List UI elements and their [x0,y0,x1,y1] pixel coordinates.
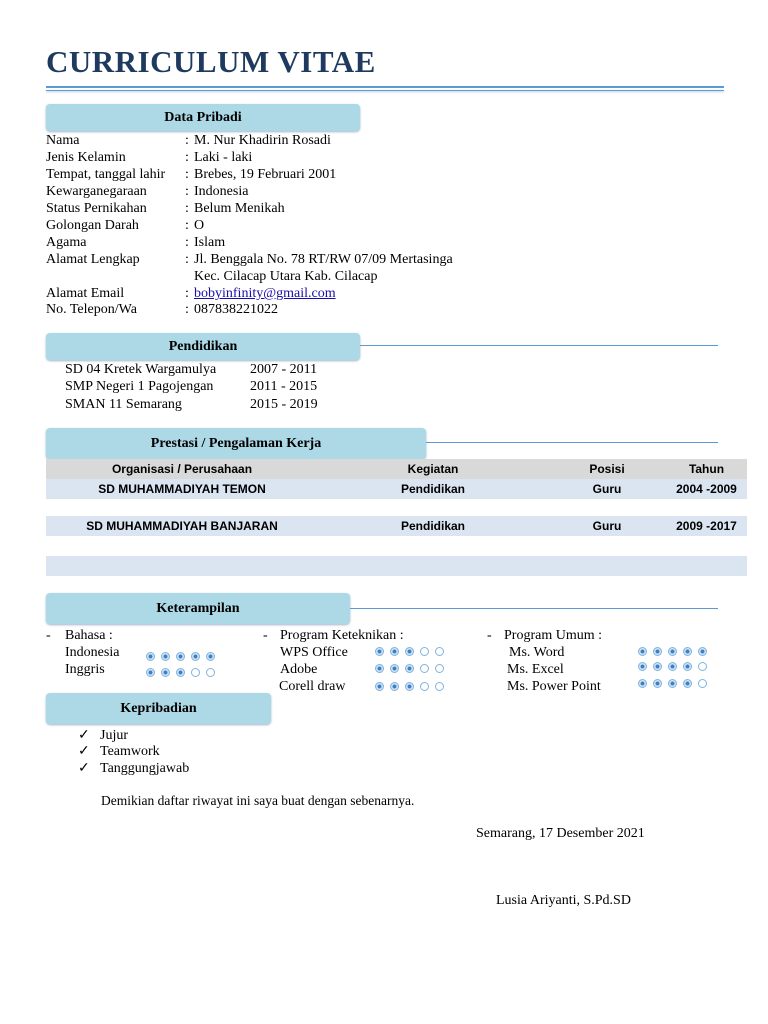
section-header-education: Pendidikan [46,333,360,360]
rating-dot-empty [698,662,707,671]
table-header: Tahun [688,462,725,476]
education-school: SMP Negeri 1 Pagojengan [65,379,214,394]
colon: : [185,133,189,148]
table-header: Organisasi / Perusahaan [111,462,253,476]
section-header-personality: Kepribadian [46,693,271,724]
rating-dot-filled [638,647,647,656]
skill-name: Inggris [65,662,105,677]
skill-rating [638,660,707,672]
check-icon: ✓ [78,728,90,743]
rating-dot-filled [683,679,692,688]
rating-dot-empty [206,668,215,677]
field-label: No. Telepon/Wa [46,302,137,317]
field-value: Belum Menikah [194,201,285,216]
field-label: Alamat Email [46,286,125,301]
section-header-personal: Data Pribadi [46,104,360,131]
check-icon: ✓ [78,761,90,776]
colon: : [185,286,189,301]
skill-name: Corell draw [279,679,346,694]
colon: : [185,150,189,165]
rating-dot-filled [668,662,677,671]
skill-group-title: Program Umum : [504,628,602,643]
skill-name: Ms. Word [509,645,565,660]
skill-bullet: - [487,628,492,643]
rating-dot-filled [176,652,185,661]
rating-dot-filled [375,664,384,673]
skill-rating [638,677,707,689]
education-years: 2007 - 2011 [250,362,318,377]
email-link[interactable]: bobyinfinity@gmail.com [194,286,336,301]
field-label: Agama [46,235,87,250]
field-value: M. Nur Khadirin Rosadi [194,133,331,148]
rating-dot-filled [683,647,692,656]
field-value: Brebes, 19 Februari 2001 [194,167,337,182]
rating-dot-filled [405,647,414,656]
colon: : [185,302,189,317]
check-icon: ✓ [78,744,90,759]
rating-dot-filled [375,682,384,691]
section-header-experience: Prestasi / Pengalaman Kerja [46,428,426,459]
table-row [46,479,747,499]
colon: : [185,252,189,267]
rating-dot-filled [146,652,155,661]
title-rule-shadow [46,90,724,91]
rating-dot-filled [390,664,399,673]
personality-item: Teamwork [100,744,160,759]
closing-statement: Demikian daftar riwayat ini saya buat dengan sebenarnya. [101,793,415,808]
rating-dot-filled [668,647,677,656]
education-years: 2011 - 2015 [250,379,318,394]
colon: : [185,218,189,233]
rating-dot-filled [390,647,399,656]
rating-dot-filled [668,679,677,688]
table-cell: 2009 -2017 [676,519,737,533]
field-label: Status Pernikahan [46,201,147,216]
table-header-row [46,459,747,479]
rating-dot-filled [638,662,647,671]
field-value: Kec. Cilacap Utara Kab. Cilacap [194,269,378,284]
table-cell: Pendidikan [400,482,465,496]
colon: : [185,201,189,216]
table-cell: Pendidikan [400,519,465,533]
rating-dot-empty [435,682,444,691]
education-school: SD 04 Kretek Wargamulya [65,362,217,377]
rating-dot-filled [683,662,692,671]
rating-dot-filled [698,647,707,656]
skill-rating [146,666,215,678]
rating-dot-filled [405,664,414,673]
skill-name: Indonesia [65,645,120,660]
cv-title: CURRICULUM VITAE [46,44,376,79]
skill-group-title: Program Keteknikan : [280,628,404,643]
title-rule [46,86,724,88]
field-label: Nama [46,133,80,148]
skill-rating [638,645,707,657]
rating-dot-filled [405,682,414,691]
skill-rating [375,662,444,674]
personality-item: Jujur [100,728,128,743]
colon: : [185,235,189,250]
rating-dot-empty [698,679,707,688]
rating-dot-filled [161,668,170,677]
rating-dot-filled [206,652,215,661]
rating-dot-empty [435,664,444,673]
skill-group-title: Bahasa : [65,628,113,643]
rating-dot-empty [420,682,429,691]
personality-item: Tanggungjawab [100,761,190,776]
rating-dot-filled [161,652,170,661]
field-label: Tempat, tanggal lahir [46,167,166,182]
table-cell: Guru [592,519,622,533]
section-rule [360,345,718,346]
rating-dot-filled [375,647,384,656]
skill-name: WPS Office [280,645,348,660]
field-value: O [194,218,205,233]
signer-name: Lusia Ariyanti, S.Pd.SD [496,893,631,908]
rating-dot-empty [420,647,429,656]
section-rule [350,608,718,609]
rating-dot-empty [420,664,429,673]
field-value: Indonesia [194,184,249,199]
field-value: Islam [194,235,226,250]
colon: : [185,167,189,182]
table-cell: Guru [592,482,622,496]
field-value: 087838221022 [194,302,278,317]
rating-dot-filled [176,668,185,677]
rating-dot-filled [653,679,662,688]
skill-rating [146,650,215,662]
table-header: Posisi [589,462,625,476]
section-header-skills: Keterampilan [46,593,350,624]
field-label: Kewarganegaraan [46,184,147,199]
rating-dot-filled [638,679,647,688]
skill-name: Ms. Power Point [507,679,601,694]
table-row-empty [46,556,747,576]
rating-dot-empty [435,647,444,656]
colon: : [185,184,189,199]
rating-dot-filled [146,668,155,677]
education-years: 2015 - 2019 [250,397,318,412]
place-date: Semarang, 17 Desember 2021 [476,826,645,841]
field-label: Alamat Lengkap [46,252,140,267]
table-cell: 2004 -2009 [676,482,737,496]
skill-name: Adobe [280,662,318,677]
field-label: Golongan Darah [46,218,139,233]
skill-bullet: - [46,628,51,643]
table-header: Kegiatan [407,462,459,476]
field-label: Jenis Kelamin [46,150,126,165]
skill-bullet: - [263,628,268,643]
skill-rating [375,645,444,657]
education-school: SMAN 11 Semarang [65,397,182,412]
table-cell: SD MUHAMMADIYAH BANJARAN [86,519,278,533]
table-row [46,516,747,536]
section-rule [426,442,718,443]
skill-rating [375,680,444,692]
rating-dot-filled [653,662,662,671]
rating-dot-filled [653,647,662,656]
rating-dot-empty [191,668,200,677]
rating-dot-filled [390,682,399,691]
field-value: Jl. Benggala No. 78 RT/RW 07/09 Mertasinga [194,252,453,267]
rating-dot-filled [191,652,200,661]
skill-name: Ms. Excel [507,662,564,677]
table-cell: SD MUHAMMADIYAH TEMON [98,482,266,496]
field-value: Laki - laki [194,150,253,165]
experience-table [46,459,747,577]
